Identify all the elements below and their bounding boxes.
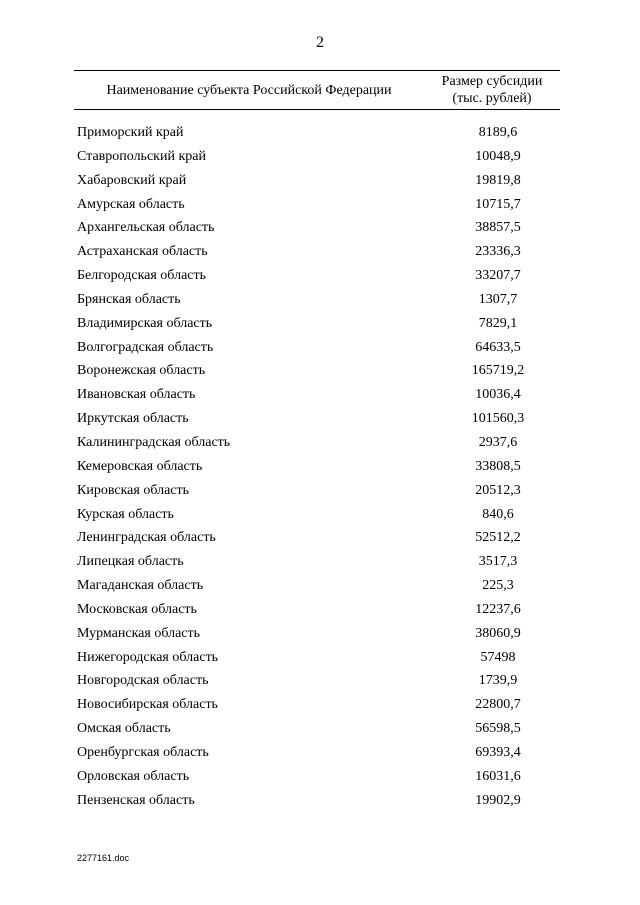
table-row	[77, 600, 563, 624]
subsidy-amount-cell: 38060,9	[475, 625, 521, 641]
subsidy-amount-cell: 840,6	[482, 506, 514, 522]
table-row	[77, 409, 563, 433]
subsidy-amount-cell: 2937,6	[478, 434, 518, 450]
region-name-cell: Хабаровский край	[77, 172, 187, 188]
table-row	[77, 433, 563, 457]
subsidy-amount-cell: 69393,4	[475, 744, 521, 760]
table-row	[77, 552, 563, 576]
subsidy-amount-cell: 19902,9	[475, 792, 521, 808]
region-name-cell: Калининградская область	[77, 434, 231, 450]
header-amount-title: Размер субсидии	[441, 74, 543, 89]
region-name-cell: Белгородская область	[77, 268, 207, 284]
subsidy-amount-cell: 52512,2	[475, 530, 521, 546]
region-name-cell: Омская область	[77, 721, 171, 737]
table-row	[77, 457, 563, 481]
table-row	[77, 195, 563, 219]
subsidy-amount-cell: 12237,6	[475, 601, 521, 617]
document-code: 2277161.doc	[77, 853, 130, 863]
table-row	[77, 242, 563, 266]
table-row	[77, 123, 563, 147]
table-row	[77, 648, 563, 672]
subsidy-amount-cell: 56598,5	[475, 721, 521, 737]
subsidy-amount-cell: 10048,9	[475, 148, 521, 164]
region-name-cell: Воронежская область	[77, 363, 206, 379]
subsidy-amount-cell: 1307,7	[478, 291, 518, 307]
table-row	[77, 791, 563, 815]
subsidy-amount-cell: 10715,7	[475, 196, 521, 212]
subsidy-amount-cell: 33808,5	[475, 458, 521, 474]
table-row	[77, 266, 563, 290]
table-row	[77, 481, 563, 505]
region-name-cell: Новосибирская область	[77, 697, 218, 713]
region-name-cell: Ивановская область	[77, 387, 196, 403]
region-name-cell: Волгоградская область	[77, 339, 214, 355]
table-row	[77, 624, 563, 648]
subsidy-amount-cell: 16031,6	[475, 768, 521, 784]
region-name-cell: Нижегородская область	[77, 649, 219, 665]
table-row	[77, 361, 563, 385]
region-name-cell: Московская область	[77, 601, 197, 617]
subsidy-amount-cell: 57498	[480, 649, 516, 665]
region-name-cell: Оренбургская область	[77, 744, 209, 760]
table-row	[77, 290, 563, 314]
subsidy-amount-cell: 101560,3	[471, 411, 525, 427]
subsidy-amount-cell: 3517,3	[478, 554, 518, 570]
region-name-cell: Пензенская область	[77, 792, 195, 808]
subsidy-amount-cell: 22800,7	[475, 697, 521, 713]
region-name-cell: Амурская область	[77, 196, 185, 212]
region-name-cell: Кемеровская область	[77, 458, 203, 474]
table-header	[74, 70, 560, 110]
region-name-cell: Ленинградская область	[77, 530, 216, 546]
region-name-cell: Мурманская область	[77, 625, 201, 641]
region-name-cell: Кировская область	[77, 482, 190, 498]
region-name-cell: Астраханская область	[77, 244, 208, 260]
region-name-cell: Ставропольский край	[77, 148, 206, 164]
subsidy-amount-cell: 33207,7	[475, 268, 521, 284]
subsidy-amount-cell: 1739,9	[478, 673, 518, 689]
subsidy-amount-cell: 7829,1	[478, 315, 518, 331]
region-name-cell: Курская область	[77, 506, 174, 522]
table-row	[77, 695, 563, 719]
region-name-cell: Липецкая область	[77, 554, 184, 570]
subsidy-amount-cell: 64633,5	[475, 339, 521, 355]
region-name-cell: Орловская область	[77, 768, 190, 784]
subsidy-amount-cell: 19819,8	[475, 172, 521, 188]
table-row	[77, 671, 563, 695]
table-row	[77, 528, 563, 552]
table-row	[77, 338, 563, 362]
table-row	[77, 314, 563, 338]
subsidy-amount-cell: 8189,6	[478, 125, 518, 140]
header-subsidy-amount	[424, 71, 560, 109]
header-amount-unit: (тыс. рублей)	[452, 91, 532, 106]
subsidy-amount-cell: 10036,4	[475, 387, 521, 403]
table-row	[77, 505, 563, 529]
table-row	[77, 218, 563, 242]
region-name-cell: Иркутская область	[77, 411, 189, 427]
table-row	[77, 576, 563, 600]
table-row	[77, 147, 563, 171]
table-row	[77, 385, 563, 409]
header-region-name: Наименование субъекта Российской Федерации	[106, 82, 392, 98]
subsidy-amount-cell: 20512,3	[475, 482, 521, 498]
region-name-cell: Новгородская область	[77, 673, 209, 689]
region-name-cell: Магаданская область	[77, 578, 204, 594]
table-body	[77, 123, 563, 814]
region-name-cell: Брянская область	[77, 291, 181, 307]
page-number: 2	[316, 34, 324, 51]
table-row	[77, 743, 563, 767]
table-row	[77, 719, 563, 743]
region-name-cell: Архангельская область	[77, 220, 215, 236]
table-row	[77, 767, 563, 791]
region-name-cell: Приморский край	[77, 125, 184, 140]
subsidy-amount-cell: 38857,5	[475, 220, 521, 236]
subsidy-amount-cell: 23336,3	[475, 244, 521, 260]
table-row	[77, 171, 563, 195]
region-name-cell: Владимирская область	[77, 315, 213, 331]
subsidy-amount-cell: 225,3	[482, 578, 514, 594]
subsidy-amount-cell: 165719,2	[471, 363, 525, 379]
